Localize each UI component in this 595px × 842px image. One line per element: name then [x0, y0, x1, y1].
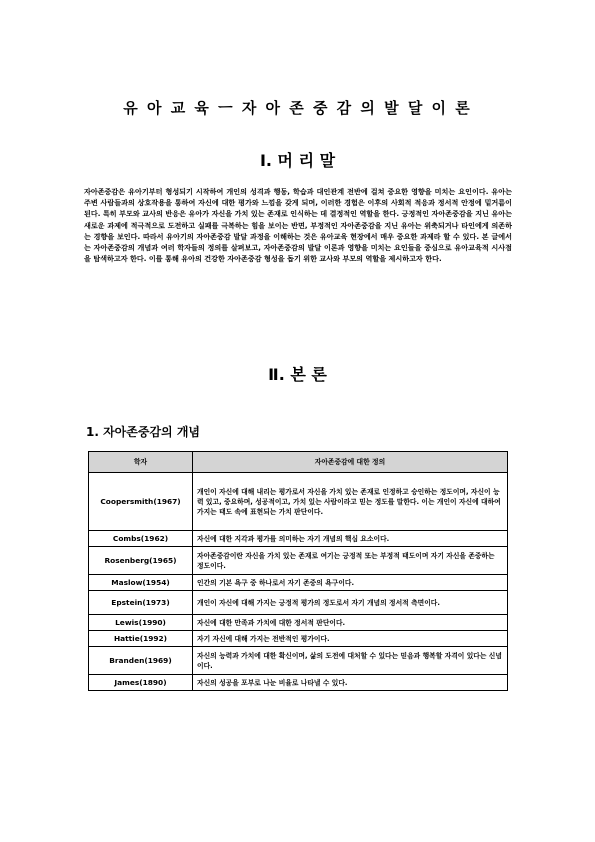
author-cell: Hattie(1992): [89, 631, 193, 647]
table-row: [89, 547, 508, 575]
table-row: [89, 473, 508, 531]
table-row: [89, 591, 508, 615]
definition-cell: 자아존중감이란 자신을 가치 있는 존재로 여기는 긍정적 또는 부정적 태도이며 자기 자신을 존중하는 정도이다.: [193, 547, 508, 575]
definition-cell: 자신에 대한 만족과 가치에 대한 정서적 판단이다.: [193, 615, 508, 631]
definitions-table: [88, 451, 508, 691]
table-row: [89, 575, 508, 591]
author-cell: Maslow(1954): [89, 575, 193, 591]
author-cell: Rosenberg(1965): [89, 547, 193, 575]
definitions-table-container: [88, 451, 508, 691]
table-row: [89, 615, 508, 631]
definition-cell: 자신에 대한 지각과 평가를 의미하는 자기 개념의 핵심 요소이다.: [193, 531, 508, 547]
intro-paragraph: 자아존중감은 유아기부터 형성되기 시작하여 개인의 성격과 행동, 학습과 대인관계 전반에 걸쳐 중요한 영향을 미치는 요인이다. 유아는 주변 사람들과의 상호작용을 통하여 자신에 대한 평가와 느낌을 갖게 되며, 이러한 경험은 이후의 사회적 적응과 정서적 안정에 밑거름이 된다. 특히 부모와 교사의 반응은 유아가 자신을 가치 있는 존재로 인식하는 데 결정적인 역할을 한다. 긍정적인 자아존중감을 지닌 유아는 새로운 과제에 적극적으로 도전하고 실패를 극복하는 힘을 보이는 반면, 부정적인 자아존중감을 지닌 유아는 위축되거나 타인에게 의존하는 경향을 보인다. 따라서 유아기의 자아존중감 발달 과정을 이해하는 것은 유아교육 현장에서 매우 중요한 과제라 할 수 있다. 본 글에서는 자아존중감의 개념과 여러 학자들의 정의를 살펴보고, 자아존중감의 발달 이론과 영향을 미치는 요인들을 중심으로 유아교육적 시사점을 탐색하고자 한다. 이를 통해 유아의 건강한 자아존중감 형성을 돕기 위한 교사와 부모의 역할을 제시하고자 한다.: [84, 187, 512, 264]
subsection-heading: 1. 자아존중감의 개념: [86, 425, 201, 439]
author-cell: Epstein(1973): [89, 591, 193, 615]
table-row: [89, 631, 508, 647]
author-cell: Combs(1962): [89, 531, 193, 547]
definition-cell: 개인이 자신에 대해 가지는 긍정적 평가의 정도로서 자기 개념의 정서적 측면이다.: [193, 591, 508, 615]
definition-cell: 개인이 자신에 대해 내리는 평가로서 자신을 가치 있는 존재로 인정하고 승인하는 정도이며, 자신이 능력 있고, 중요하며, 성공적이고, 가치 있는 사람이라고 믿는 정도를 말한다. 이는 개인이 자신에 대하여 가지는 태도 속에 표현되는 가치 판단이다.: [193, 473, 508, 531]
section-heading-body: Ⅱ. 본 론: [268, 365, 327, 384]
table-row: [89, 675, 508, 691]
definition-cell: 자신의 능력과 가치에 대한 확신이며, 삶의 도전에 대처할 수 있다는 믿음과 행복할 자격이 있다는 신념이다.: [193, 647, 508, 675]
definition-cell: 자신의 성공을 포부로 나눈 비율로 나타낼 수 있다.: [193, 675, 508, 691]
table-row: [89, 531, 508, 547]
author-cell: Lewis(1990): [89, 615, 193, 631]
definition-cell: 자기 자신에 대해 가지는 전반적인 평가이다.: [193, 631, 508, 647]
table-row: [89, 647, 508, 675]
author-cell: James(1890): [89, 675, 193, 691]
definition-cell: 인간의 기본 욕구 중 하나로서 자기 존중의 욕구이다.: [193, 575, 508, 591]
column-header-author: 학자: [89, 452, 193, 473]
author-cell: Coopersmith(1967): [89, 473, 193, 531]
section-heading-intro: Ⅰ. 머 리 말: [259, 151, 336, 170]
column-header-definition: 자아존중감에 대한 정의: [193, 452, 508, 473]
author-cell: Branden(1969): [89, 647, 193, 675]
table-body: [89, 473, 508, 691]
table-header-row: [89, 452, 508, 473]
document-title: 유 아 교 육 ㅡ 자 아 존 중 감 의 발 달 이 론: [123, 99, 472, 117]
